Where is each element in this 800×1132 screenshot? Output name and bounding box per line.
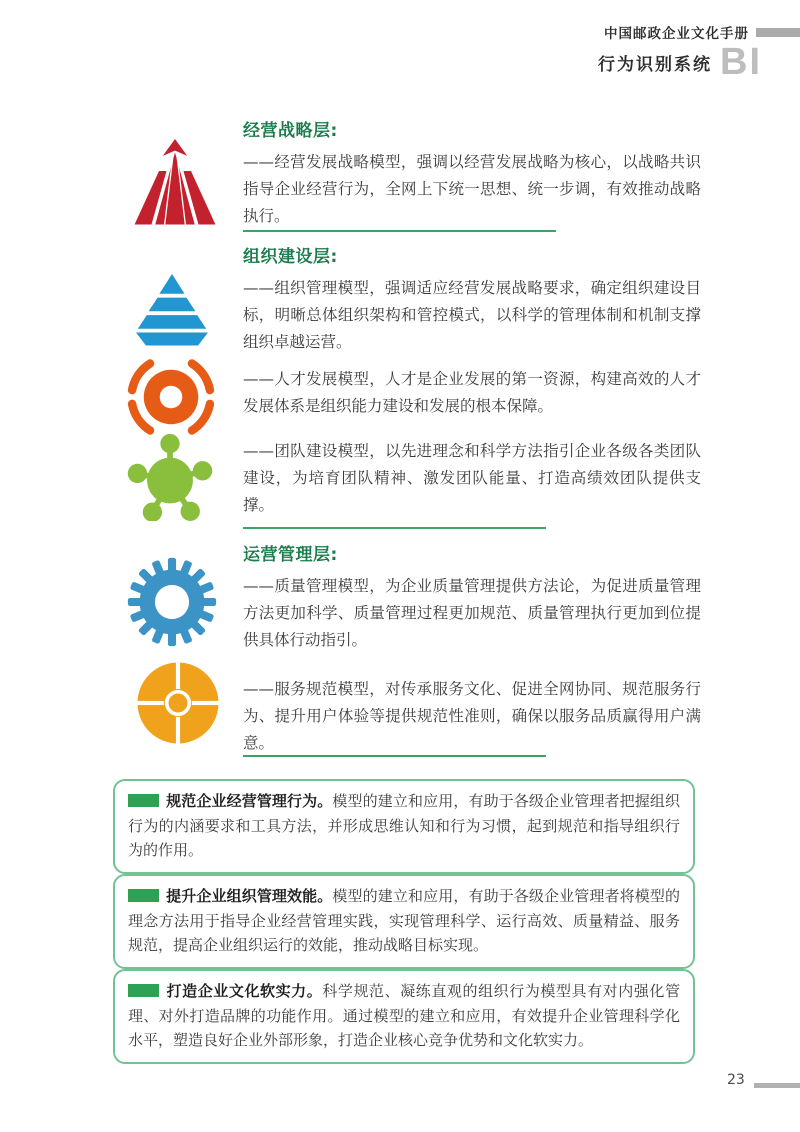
section-strategy bbox=[243, 116, 701, 230]
benefit-body: 科学规范、凝练直观的组织行为模型具有对内强化管理、对外打造品牌的功能作用。通过模型的建立和应用，有效提升企业管理科学化水平，塑造良好企业外部形象，打造企业核心竞争优势和文化软实力。 bbox=[128, 982, 680, 1049]
benefit-title: 规范企业经营管理行为。 bbox=[166, 792, 333, 810]
benefit-text bbox=[128, 789, 680, 863]
section-text: ——经营发展战略模型，强调以经营发展战略为核心，以战略共识指导企业经营行为，全网上下统一思想、统一步调，有效推动战略执行。 bbox=[243, 153, 701, 225]
page-number: 23 bbox=[727, 1072, 745, 1088]
benefit-text bbox=[128, 884, 680, 958]
section-text: ——质量管理模型，为企业质量管理提供方法论，为促进质量管理方法更加科学、质量管理过程更加规范、质量管理执行更加到位提供具体行动指引。 bbox=[243, 577, 701, 649]
section-text: ——服务规范模型，对传承服务文化、促进全网协同、规范服务行为、提升用户体验等提供规范性准则，确保以服务品质赢得用户满意。 bbox=[243, 680, 701, 752]
section-text: ——团队建设模型，以先进理念和科学方法指引企业各级各类团队建设，为培育团队精神、激发团队能量、打造高绩效团队提供支撑。 bbox=[243, 442, 701, 514]
section-text: ——组织管理模型，强调适应经营发展战略要求，确定组织建设目标，明晰总体组织架构和管控模式，以科学的管理体制和机制支撑组织卓越运营。 bbox=[243, 279, 701, 351]
mountain-arrow-icon bbox=[128, 139, 222, 228]
team-molecule-icon bbox=[126, 433, 214, 521]
section-heading: 经营战略层: bbox=[243, 121, 338, 141]
section-divider bbox=[243, 755, 546, 757]
section-operations bbox=[243, 540, 701, 654]
layered-pyramid-icon bbox=[127, 271, 217, 347]
section-heading: 组织建设层: bbox=[243, 247, 338, 267]
handbook-title: 中国邮政企业文化手册 bbox=[604, 26, 749, 42]
bi-logo: BI bbox=[720, 41, 762, 83]
benefit-title: 提升企业组织管理效能。 bbox=[166, 887, 333, 905]
footer-bar bbox=[754, 1083, 800, 1088]
section-service bbox=[243, 676, 701, 757]
gear-icon bbox=[127, 557, 217, 647]
service-target-icon bbox=[133, 658, 223, 748]
section-divider bbox=[243, 527, 546, 529]
benefit-body: 模型的建立和应用，有助于各级企业管理者将模型的理念方法用于指导企业经营管理实践，实现管理科学、运行高效、质量精益、服务规范，提高企业组织运行的效能，推动战略目标实现。 bbox=[128, 887, 680, 954]
section-divider bbox=[243, 230, 556, 232]
section-talent bbox=[243, 366, 701, 420]
section-team bbox=[243, 438, 701, 519]
section-organization bbox=[243, 242, 701, 356]
section-heading: 运营管理层: bbox=[243, 545, 338, 565]
benefit-box-standardize bbox=[113, 779, 695, 874]
system-title: 行为识别系统 bbox=[598, 54, 712, 75]
talent-shutter-icon bbox=[124, 350, 218, 444]
green-bullet-icon bbox=[128, 984, 159, 997]
page-header bbox=[598, 22, 800, 83]
benefit-box-soft-power bbox=[113, 969, 695, 1064]
header-bar bbox=[756, 28, 800, 37]
benefit-text bbox=[128, 979, 680, 1053]
green-bullet-icon bbox=[128, 794, 159, 807]
section-text: ——人才发展模型，人才是企业发展的第一资源，构建高效的人才发展体系是组织能力建设和发展的根本保障。 bbox=[243, 370, 701, 415]
benefit-body: 模型的建立和应用，有助于各级企业管理者把握组织行为的内涵要求和工具方法，并形成思维认知和行为习惯，起到规范和指导组织行为的作用。 bbox=[128, 792, 680, 859]
benefit-title: 打造企业文化软实力。 bbox=[166, 982, 323, 1000]
benefit-box-efficiency bbox=[113, 874, 695, 969]
green-bullet-icon bbox=[128, 889, 159, 902]
